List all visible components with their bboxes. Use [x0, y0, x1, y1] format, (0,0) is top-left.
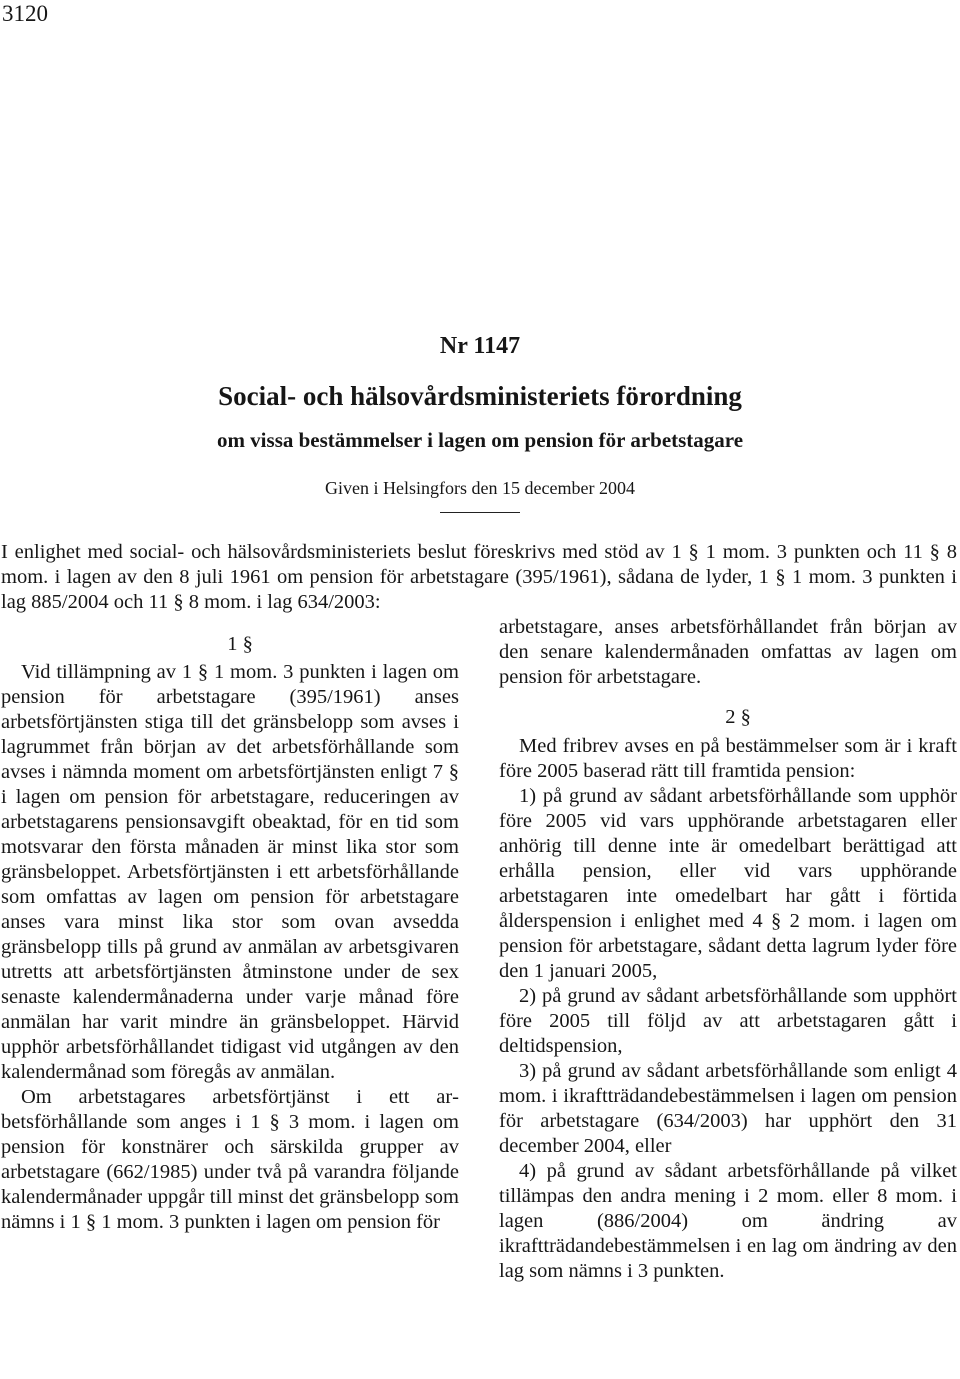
section-2-item-3: 3) på grund av sådant arbetsförhållande som enligt 4 mom. i ikraftträdandebestämmelsen i lagen om pension för arbetstagare (634/2003) har upphört den 31 december 2004, eller — [499, 1060, 957, 1157]
right-column — [499, 615, 957, 1284]
document-subtitle: om vissa bestämmelser i lagen om pension för arbetstagare — [216, 428, 744, 452]
preamble: I enlighet med social- och hälsovårdsministeriets beslut föreskrivs med stöd av 1 § 1 mom. 3 punkten och 11 § 8 mom. i lagen av den 8 juli 1961 om pension för arbetstagare (395/1961), sådana de lyder, 1 § 1 mom. 3 punkten i lag 885/2004 och 11 § 8 mom. i lag 634/2003: — [1, 541, 957, 613]
given-date-line: Given i Helsingfors den 15 december 2004 — [325, 478, 635, 498]
statute-number: Nr 1147 — [439, 333, 521, 359]
section-2-item-1: 1) på grund av sådant arbetsförhållande som upphör före 2005 vid vars upphörande arbetstagaren eller anhörig till denne inte är omedelbart berättigad att erhålla pension, eller vid vars upphörande arbetstagaren inte omedelbart har gått i förtida ålderspension i enlighet med 4 § 2 mom. i lagen om pension för arbetstagare, sådant detta lagrum lyder före den 1 januari 2005, — [499, 785, 957, 982]
page-number: 3120 — [2, 1, 48, 26]
section-2-item-2: 2) på grund av sådant arbetsförhållande som upphört före 2005 till följd av att arbetstagaren gått i deltidspension, — [499, 985, 957, 1057]
section-1-paragraph-2: Om arbetstagares arbetsförtjänst i ett arbetsförhållande som anges i 1 § 3 mom. i lagen om pension för konstnärer och särskilda grupper av arbetstagare (662/1985) under två på varandra följande kalendermånader uppgår till minst det gränsbelopp som nämns i 1 § 1 mom. 3 punkten i lagen om pension för — [1, 1086, 459, 1233]
title-divider — [440, 512, 520, 513]
left-column — [1, 632, 459, 1235]
section-2-heading: 2 § — [725, 706, 751, 728]
section-2-item-4: 4) på grund av sådant arbetsförhållande på vilket tillämpas den andra mening i 2 mom. eller 8 mom. i lagen (886/2004) om ändring av ikraftträdandebestämmelsen i en lag om ändring av den lag som nämns i 3 punkten. — [499, 1160, 957, 1282]
section-1-heading: 1 § — [227, 633, 253, 655]
section-1-continuation: arbetstagare, anses arbetsförhållandet från början av den senare kalendermånaden omfattas av lagen om pension för arbetstagare. — [499, 616, 957, 688]
section-2-paragraph-intro: Med fribrev avses en på bestämmelser som är i kraft före 2005 baserad rätt till framtida pension: — [499, 735, 957, 782]
document-title: Social- och hälsovårdsministeriets förordning — [218, 381, 742, 411]
section-1-paragraph-1: Vid tillämpning av 1 § 1 mom. 3 punkten i lagen om pension för arbetstagare (395/1961) anses arbetsförtjänsten stiga till det gränsbelopp som avses i lagrummet från början av det arbetsförhållande som avses i nämnda moment om arbetsförtjänsten enligt 7 § i lagen om pension för arbetstagare, reduceringen av arbetstagarens pensionsavgift obeaktad, för en tid som motsvarar den första månaden är minst lika stor som gränsbeloppet. Arbetsförtjänsten i ett arbetsförhållande som omfattas av lagen om pension för arbetstagare anses vara minst lika stor som ovan avsedda gränsbelopp tills på grund av anmälan av arbetsgivaren utretts att arbetsförtjänsten åtminstone under de sex senaste kalendermånaderna under varje månad före anmälan har varit mindre än gränsbeloppet. Härvid upphör arbetsförhållandet tidigast vid utgången av den kalendermånad som föregås av anmälan. — [1, 661, 459, 1083]
